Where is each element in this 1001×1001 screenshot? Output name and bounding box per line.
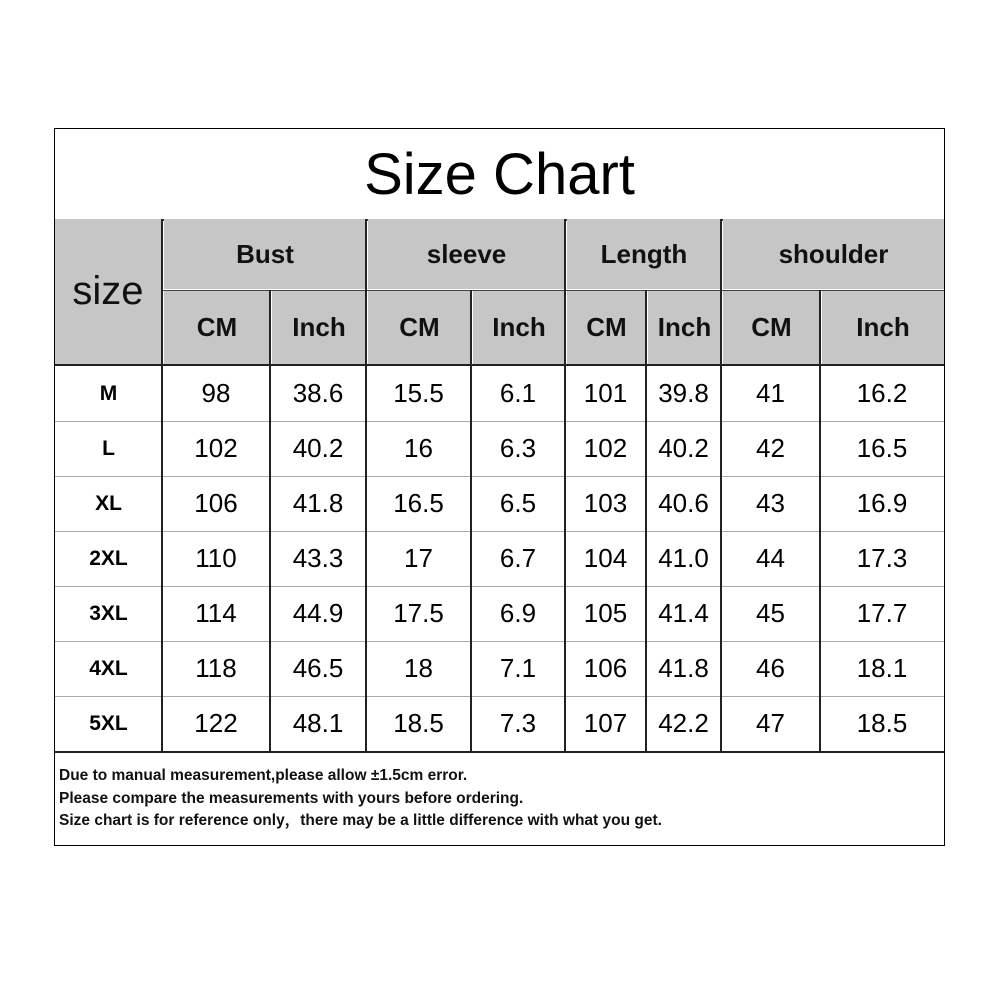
unit-header: CM xyxy=(723,291,820,364)
value-cell: 40.6 xyxy=(658,488,709,518)
size-cell: M xyxy=(99,381,118,405)
size-cell: L xyxy=(102,436,115,460)
note-line: Please compare the measurements with yours before ordering. xyxy=(59,789,524,807)
value-cell: 17.7 xyxy=(856,598,908,628)
value-cell: 18 xyxy=(404,653,433,683)
value-cell: 7.3 xyxy=(499,708,537,738)
size-cell: 5XL xyxy=(89,711,128,735)
value-cell: 41.4 xyxy=(658,598,709,628)
value-cell: 105 xyxy=(583,598,628,628)
size-chart xyxy=(54,128,945,846)
value-cell: 46.5 xyxy=(292,653,344,683)
value-cell: 16.5 xyxy=(856,433,908,463)
value-cell: 6.7 xyxy=(499,543,537,573)
value-cell: 16.2 xyxy=(856,378,908,408)
value-cell: 114 xyxy=(195,598,237,628)
unit-header: CM xyxy=(164,291,270,364)
value-cell: 38.6 xyxy=(292,378,344,408)
size-cell: XL xyxy=(95,491,122,515)
column-divider xyxy=(564,219,566,751)
value-cell: 17.5 xyxy=(393,598,444,628)
row-divider xyxy=(55,421,944,422)
value-cell: 17 xyxy=(404,543,433,573)
size-cell: 3XL xyxy=(89,601,128,625)
group-header-shoulder: shoulder xyxy=(723,219,944,289)
value-cell: 43 xyxy=(756,488,785,518)
value-cell: 6.1 xyxy=(499,378,537,408)
column-divider xyxy=(470,290,472,751)
size-cell: 2XL xyxy=(89,546,128,570)
column-divider xyxy=(720,219,722,751)
unit-header: Inch xyxy=(473,291,565,364)
value-cell: 16 xyxy=(404,433,433,463)
value-cell: 7.1 xyxy=(499,653,537,683)
value-cell: 122 xyxy=(194,708,238,738)
row-divider xyxy=(55,586,944,587)
value-cell: 103 xyxy=(583,488,628,518)
notes xyxy=(59,765,939,833)
value-cell: 44 xyxy=(756,543,785,573)
value-cell: 104 xyxy=(583,543,628,573)
value-cell: 43.3 xyxy=(292,543,344,573)
value-cell: 17.3 xyxy=(856,543,908,573)
value-cell: 45 xyxy=(756,598,785,628)
row-divider xyxy=(55,696,944,697)
value-cell: 106 xyxy=(194,488,238,518)
column-divider xyxy=(645,290,647,751)
value-cell: 40.2 xyxy=(292,433,344,463)
size-header: size xyxy=(55,219,161,364)
value-cell: 102 xyxy=(194,433,238,463)
value-cell: 41.0 xyxy=(658,543,709,573)
value-cell: 18.1 xyxy=(856,653,908,683)
note-line: Size chart is for reference only，there may be a little difference with what you get. xyxy=(59,812,662,829)
value-cell: 6.5 xyxy=(499,488,537,518)
column-divider xyxy=(365,219,367,751)
group-header-bust: Bust xyxy=(164,219,366,289)
value-cell: 6.3 xyxy=(499,433,537,463)
value-cell: 15.5 xyxy=(393,378,444,408)
value-cell: 102 xyxy=(583,433,628,463)
unit-header: Inch xyxy=(648,291,721,364)
size-cell: 4XL xyxy=(89,656,128,680)
value-cell: 41.8 xyxy=(658,653,709,683)
column-divider xyxy=(161,219,163,751)
unit-header: CM xyxy=(368,291,471,364)
value-cell: 42 xyxy=(756,433,785,463)
value-cell: 106 xyxy=(583,653,628,683)
table-bottom-border xyxy=(55,751,944,753)
value-cell: 41 xyxy=(756,378,785,408)
column-divider xyxy=(819,290,821,751)
value-cell: 46 xyxy=(756,653,785,683)
unit-header: Inch xyxy=(822,291,944,364)
row-divider xyxy=(55,531,944,532)
value-cell: 6.9 xyxy=(499,598,537,628)
group-header-sleeve: sleeve xyxy=(368,219,565,289)
header-divider xyxy=(162,290,944,291)
value-cell: 18.5 xyxy=(393,708,444,738)
value-cell: 40.2 xyxy=(658,433,709,463)
value-cell: 18.5 xyxy=(856,708,908,738)
column-divider xyxy=(269,290,271,751)
value-cell: 42.2 xyxy=(658,708,709,738)
value-cell: 16.5 xyxy=(393,488,444,518)
row-divider xyxy=(55,476,944,477)
value-cell: 118 xyxy=(195,653,237,683)
row-divider xyxy=(55,641,944,642)
value-cell: 44.9 xyxy=(292,598,344,628)
value-cell: 110 xyxy=(195,543,237,573)
value-cell: 47 xyxy=(756,708,785,738)
chart-title: Size Chart xyxy=(55,129,944,221)
unit-header: CM xyxy=(567,291,646,364)
value-cell: 39.8 xyxy=(658,378,709,408)
unit-header: Inch xyxy=(272,291,366,364)
value-cell: 107 xyxy=(583,708,628,738)
value-cell: 101 xyxy=(583,378,628,408)
value-cell: 48.1 xyxy=(292,708,344,738)
value-cell: 98 xyxy=(201,378,231,408)
note-line: Due to manual measurement,please allow ±1.5cm error. xyxy=(59,767,468,784)
group-header-length: Length xyxy=(567,219,721,289)
value-cell: 41.8 xyxy=(292,488,344,518)
value-cell: 16.9 xyxy=(856,488,908,518)
